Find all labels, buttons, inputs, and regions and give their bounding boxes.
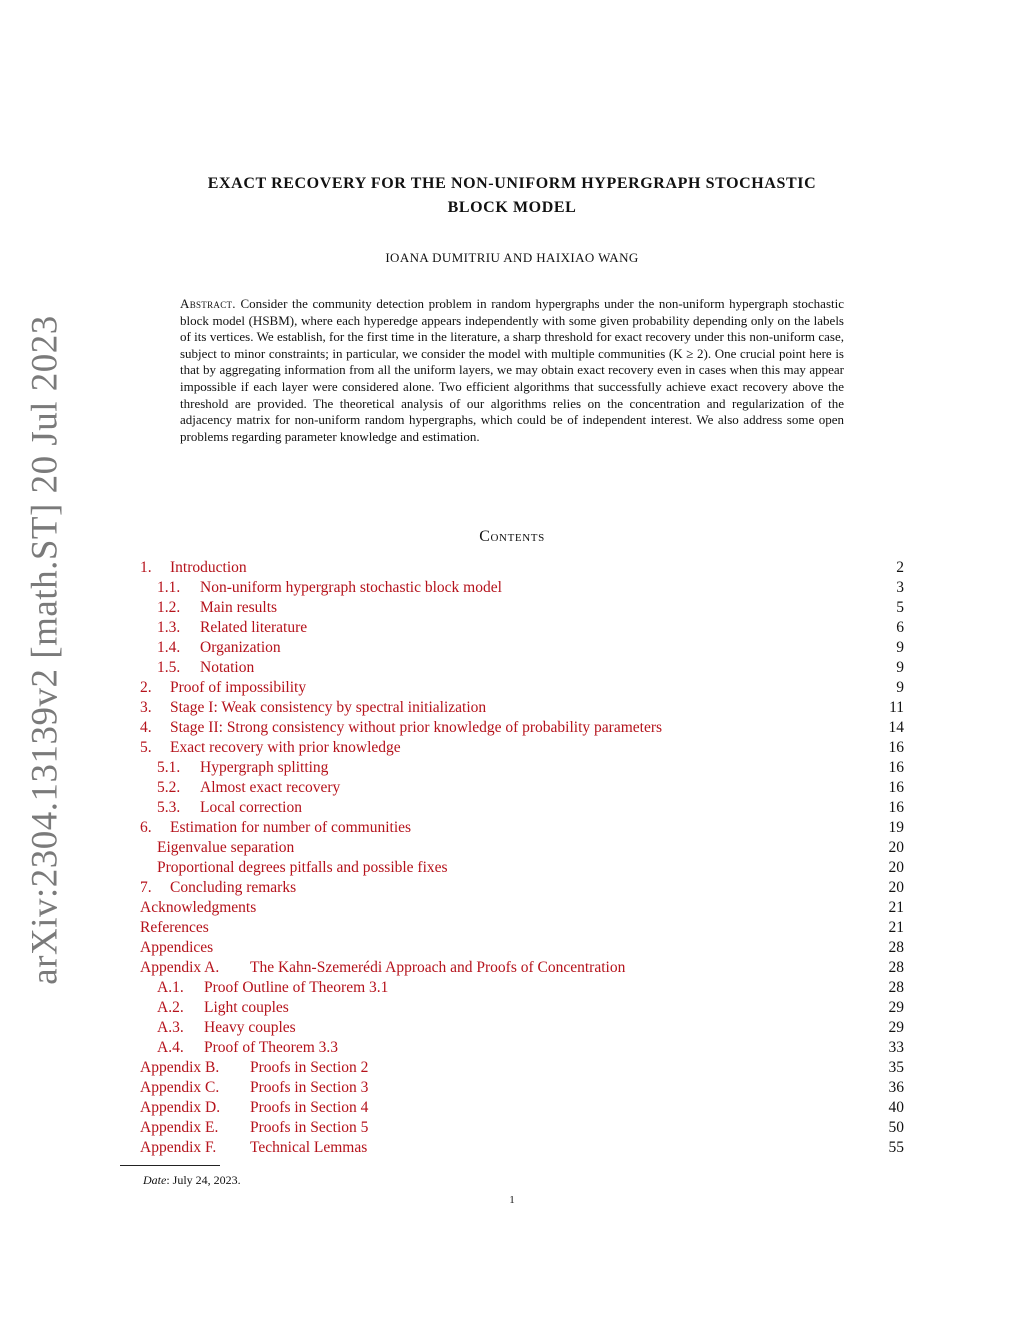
toc-number: 2. <box>140 679 152 696</box>
toc-number: 7. <box>140 879 152 896</box>
toc-page-number: 40 <box>888 1099 904 1116</box>
toc-entry-hypergraph-splitting[interactable] <box>140 758 904 778</box>
toc-entry-local-correction[interactable] <box>140 798 904 818</box>
toc-page-number: 28 <box>888 979 904 996</box>
toc-page-number: 55 <box>888 1139 904 1156</box>
toc-page-number: 11 <box>889 699 904 716</box>
toc-number: 5.2. <box>157 779 181 796</box>
toc-entry-appendices[interactable] <box>140 938 904 958</box>
authors: IOANA DUMITRIU AND HAIXIAO WANG <box>385 250 639 265</box>
toc-entry-almost-exact-recovery[interactable] <box>140 778 904 798</box>
toc-number: A.2. <box>157 999 184 1016</box>
toc-entry-acknowledgments[interactable] <box>140 898 904 918</box>
toc-link[interactable]: Exact recovery with prior knowledge <box>170 739 401 756</box>
toc-entry-appendix-a[interactable] <box>140 958 904 978</box>
toc-link[interactable]: Proofs in Section 3 <box>250 1079 369 1096</box>
toc-entry-proof-of-impossibility[interactable] <box>140 678 904 698</box>
toc-number: 5.3. <box>157 799 181 816</box>
paper-title <box>120 172 904 220</box>
title-line-2: BLOCK MODEL <box>447 199 577 216</box>
toc-page-number: 21 <box>888 899 904 916</box>
toc-link[interactable]: Local correction <box>200 799 302 816</box>
toc-link[interactable]: Concluding remarks <box>170 879 297 896</box>
toc-entry-appendix-e[interactable] <box>140 1118 904 1138</box>
toc-page-number: 16 <box>888 799 904 816</box>
toc-number: 1.2. <box>157 599 181 616</box>
toc-number: Appendix C. <box>140 1079 220 1096</box>
toc-entry-nonuniform-hsbm[interactable] <box>140 578 904 598</box>
toc-link[interactable]: Proofs in Section 2 <box>250 1059 369 1076</box>
toc-link[interactable]: Almost exact recovery <box>200 779 341 796</box>
abstract-label: Abstract. <box>180 296 236 311</box>
toc-link[interactable]: The Kahn-Szemerédi Approach and Proofs of Concentration <box>250 959 626 976</box>
toc-page-number: 33 <box>888 1039 904 1056</box>
abstract-text: Consider the community detection problem in random hypergraphs under the non-uniform hypergraph stochastic block model (HSBM), where each hyperedge appears independently with some given probability depending only on the labels of its vertices. We establish, for the first time in the literature, a sharp threshold for exact recovery under this non-uniform case, subject to minor constraints; in particular, we consider the model with multiple communities (K ≥ 2). One crucial point here is that by aggregating information from all the uniform layers, we may obtain exact recovery even in cases when this may appear impossible if each layer were considered alone. Two efficient algorithms that successfully achieve exact recovery above the threshold are provided. The theoretical analysis of our algorithms relies on the concentration and regularization of the adjacency matrix for non-uniform random hypergraphs, which could be of independent interest. We also address some open problems regarding parameter knowledge and estimation. <box>180 296 844 444</box>
toc-entry-references[interactable] <box>140 918 904 938</box>
toc-number: 1.1. <box>157 579 181 596</box>
toc-entry-related-literature[interactable] <box>140 618 904 638</box>
toc-number: A.4. <box>157 1039 184 1056</box>
toc-number: 5. <box>140 739 152 756</box>
toc-page-number: 28 <box>888 939 904 956</box>
toc-number: A.1. <box>157 979 184 996</box>
toc-number: Appendix B. <box>140 1059 220 1076</box>
toc-entry-a1[interactable] <box>140 978 904 998</box>
toc-entry-concluding-remarks[interactable] <box>140 878 904 898</box>
toc-link[interactable]: Stage I: Weak consistency by spectral initialization <box>170 699 487 716</box>
contents-heading: Contents <box>479 528 545 545</box>
toc-link[interactable]: Estimation for number of communities <box>170 819 412 836</box>
toc-number: 4. <box>140 719 152 736</box>
toc-link[interactable]: Appendices <box>140 939 214 956</box>
toc-page-number: 9 <box>896 659 904 676</box>
toc-link[interactable]: Notation <box>200 659 255 676</box>
toc-entry-appendix-b[interactable] <box>140 1058 904 1078</box>
toc-page-number: 20 <box>888 879 904 896</box>
toc-entry-main-results[interactable] <box>140 598 904 618</box>
toc-entry-organization[interactable] <box>140 638 904 658</box>
toc-link[interactable]: Organization <box>200 639 281 656</box>
toc-entry-eigenvalue-separation[interactable] <box>140 838 904 858</box>
toc-link[interactable]: Proportional degrees pitfalls and possible fixes <box>157 859 448 876</box>
toc-link[interactable]: Related literature <box>200 619 308 636</box>
title-line-1: EXACT RECOVERY FOR THE NON-UNIFORM HYPERGRAPH STOCHASTIC <box>207 175 817 192</box>
toc-number: 3. <box>140 699 152 716</box>
toc-page-number: 16 <box>888 759 904 776</box>
toc-number: 1.3. <box>157 619 181 636</box>
toc-number: 1. <box>140 559 152 576</box>
toc-link[interactable]: Light couples <box>204 999 289 1016</box>
toc-number: Appendix D. <box>140 1099 221 1116</box>
toc-number: 5.1. <box>157 759 181 776</box>
toc-link[interactable]: Acknowledgments <box>140 899 257 916</box>
toc-page-number: 3 <box>896 579 904 596</box>
toc-link[interactable]: Technical Lemmas <box>250 1139 368 1156</box>
footnote-date-label: Date <box>143 1173 167 1187</box>
toc-entry-appendix-f[interactable] <box>140 1138 904 1158</box>
page-number: 1 <box>509 1194 515 1206</box>
toc-link[interactable]: Proofs in Section 5 <box>250 1119 369 1136</box>
toc-page-number: 19 <box>888 819 904 836</box>
toc-page-number: 16 <box>888 779 904 796</box>
table-of-contents <box>140 558 904 1158</box>
toc-number: Appendix E. <box>140 1119 219 1136</box>
toc-link[interactable]: Hypergraph splitting <box>200 759 329 776</box>
toc-link[interactable]: Introduction <box>170 559 247 576</box>
toc-link[interactable]: References <box>140 919 209 936</box>
toc-link[interactable]: Proof of impossibility <box>170 679 307 696</box>
toc-page-number: 6 <box>896 619 904 636</box>
toc-entry-exact-recovery[interactable] <box>140 738 904 758</box>
toc-link[interactable]: Proof of Theorem 3.3 <box>204 1039 339 1056</box>
toc-entry-a3[interactable] <box>140 1018 904 1038</box>
toc-link[interactable]: Heavy couples <box>204 1019 296 1036</box>
toc-entry-stage-one[interactable] <box>140 698 904 718</box>
toc-number: 1.5. <box>157 659 181 676</box>
footnote-date-text: : July 24, 2023. <box>166 1173 241 1187</box>
toc-page-number: 2 <box>896 559 904 576</box>
toc-page-number: 20 <box>888 859 904 876</box>
toc-link[interactable]: Non-uniform hypergraph stochastic block model <box>200 579 502 596</box>
toc-page-number: 14 <box>888 719 904 736</box>
toc-number: Appendix F. <box>140 1139 217 1156</box>
toc-page-number: 50 <box>888 1119 904 1136</box>
toc-entry-notation[interactable] <box>140 658 904 678</box>
toc-link[interactable]: Stage II: Strong consistency without prior knowledge of probability parameters <box>170 719 663 736</box>
toc-page-number: 28 <box>888 959 904 976</box>
toc-entry-stage-two[interactable] <box>140 718 904 738</box>
toc-entry-a2[interactable] <box>140 998 904 1018</box>
toc-page-number: 29 <box>888 999 904 1016</box>
toc-entry-a4[interactable] <box>140 1038 904 1058</box>
toc-entry-introduction[interactable] <box>140 558 904 578</box>
arxiv-stamp: arXiv:2304.13139v2 [math.ST] 20 Jul 2023 <box>24 315 66 985</box>
toc-page-number: 35 <box>888 1059 904 1076</box>
toc-link[interactable]: Proof Outline of Theorem 3.1 <box>204 979 389 996</box>
footnote-rule <box>120 1165 220 1166</box>
toc-page-number: 16 <box>888 739 904 756</box>
toc-page-number: 5 <box>896 599 904 616</box>
toc-entry-appendix-c[interactable] <box>140 1078 904 1098</box>
toc-page-number: 20 <box>888 839 904 856</box>
date-footnote <box>143 1173 241 1188</box>
toc-page-number: 9 <box>896 679 904 696</box>
toc-entry-appendix-d[interactable] <box>140 1098 904 1118</box>
toc-number: 1.4. <box>157 639 181 656</box>
toc-page-number: 36 <box>888 1079 904 1096</box>
toc-entry-estimation-communities[interactable] <box>140 818 904 838</box>
toc-link[interactable]: Proofs in Section 4 <box>250 1099 369 1116</box>
toc-entry-proportional-degrees[interactable] <box>140 858 904 878</box>
toc-number: 6. <box>140 819 152 836</box>
toc-number: A.3. <box>157 1019 184 1036</box>
toc-number: Appendix A. <box>140 959 220 976</box>
abstract <box>180 296 844 445</box>
toc-link[interactable]: Main results <box>200 599 278 616</box>
toc-page-number: 29 <box>888 1019 904 1036</box>
toc-page-number: 9 <box>896 639 904 656</box>
toc-link[interactable]: Eigenvalue separation <box>157 839 295 856</box>
toc-page-number: 21 <box>888 919 904 936</box>
